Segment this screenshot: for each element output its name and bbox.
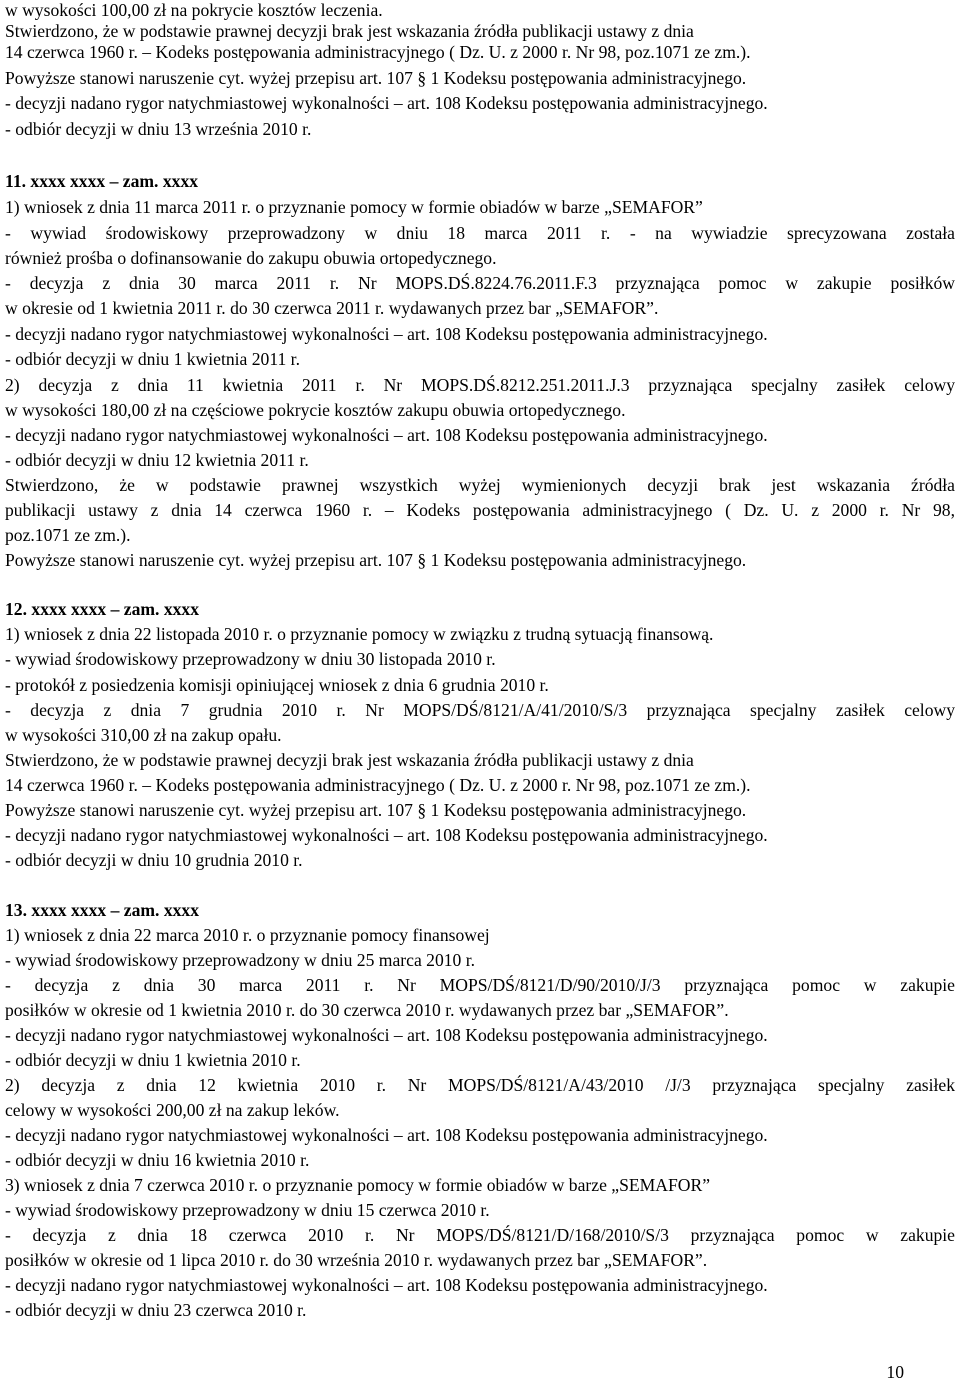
text-line: również prośba o dofinansowanie do zakupu obuwia ortopedycznego. bbox=[5, 248, 497, 268]
text-line: - decyzji nadano rygor natychmiastowej wykonalności – art. 108 Kodeksu postępowania administracyjnego. bbox=[5, 324, 768, 344]
text-line: Powyższe stanowi naruszenie cyt. wyżej przepisu art. 107 § 1 Kodeksu postępowania administracyjnego. bbox=[5, 68, 747, 88]
text-line: posiłków w okresie od 1 lipca 2010 r. do 30 września 2010 r. wydawanych przez bar „SEMAFOR”. bbox=[5, 1250, 708, 1270]
section-heading-13: 13. xxxx xxxx – zam. xxxx bbox=[5, 900, 200, 920]
text-line: - decyzji nadano rygor natychmiastowej wykonalności – art. 108 Kodeksu postępowania administracyjnego. bbox=[5, 93, 768, 113]
text-line: - wywiad środowiskowy przeprowadzony w dniu 15 czerwca 2010 r. bbox=[5, 1200, 490, 1220]
text-line: - odbiór decyzji w dniu 1 kwietnia 2011 r. bbox=[5, 349, 300, 369]
text-line: 1) wniosek z dnia 11 marca 2011 r. o przyznanie pomocy w formie obiadów w barze „SEMAFOR” bbox=[5, 197, 703, 217]
text-line: publikacji ustawy z dnia 14 czerwca 1960 r. – Kodeks postępowania administracyjnego ( Dz. U. z 2000 r. Nr 98, bbox=[5, 500, 955, 520]
text-line: Stwierdzono, że w podstawie prawnej decyzji brak jest wskazania źródła publikacji ustawy z dnia bbox=[5, 21, 694, 41]
text-line: - decyzja z dnia 18 czerwca 2010 r. Nr MOPS/DŚ/8121/D/168/2010/S/3 przyznająca pomoc w zakupie bbox=[5, 1225, 955, 1245]
section-heading-12: 12. xxxx xxxx – zam. xxxx bbox=[5, 599, 200, 619]
text-line: w wysokości 310,00 zł na zakup opału. bbox=[5, 725, 282, 745]
text-line: 3) wniosek z dnia 7 czerwca 2010 r. o przyznanie pomocy w formie obiadów w barze „SEMAFOR” bbox=[5, 1175, 711, 1195]
text-line: 2) decyzja z dnia 11 kwietnia 2011 r. Nr MOPS.DŚ.8212.251.2011.J.3 przyznająca specjalny zasiłek celowy bbox=[5, 375, 955, 395]
text-line: - odbiór decyzji w dniu 10 grudnia 2010 r. bbox=[5, 850, 303, 870]
text-line: - decyzji nadano rygor natychmiastowej wykonalności – art. 108 Kodeksu postępowania administracyjnego. bbox=[5, 1125, 768, 1145]
text-line: 14 czerwca 1960 r. – Kodeks postępowania administracyjnego ( Dz. U. z 2000 r. Nr 98, poz.1071 ze zm.). bbox=[5, 775, 751, 795]
text-line: 2) decyzja z dnia 12 kwietnia 2010 r. Nr MOPS/DŚ/8121/A/43/2010 /J/3 przyznająca specjalny zasiłek bbox=[5, 1075, 955, 1095]
text-line: - decyzja z dnia 30 marca 2011 r. Nr MOPS.DŚ.8224.76.2011.F.3 przyznająca pomoc w zakupie posiłków bbox=[5, 273, 955, 293]
section-heading-11: 11. xxxx xxxx – zam. xxxx bbox=[5, 171, 199, 191]
text-line: - decyzji nadano rygor natychmiastowej wykonalności – art. 108 Kodeksu postępowania administracyjnego. bbox=[5, 1025, 768, 1045]
text-line: 1) wniosek z dnia 22 listopada 2010 r. o przyznanie pomocy w związku z trudną sytuacją finansową. bbox=[5, 624, 714, 644]
text-line: - protokół z posiedzenia komisji opiniującej wniosek z dnia 6 grudnia 2010 r. bbox=[5, 675, 549, 695]
text-line: - wywiad środowiskowy przeprowadzony w dniu 25 marca 2010 r. bbox=[5, 950, 476, 970]
text-line: 14 czerwca 1960 r. – Kodeks postępowania administracyjnego ( Dz. U. z 2000 r. Nr 98, poz.1071 ze zm.). bbox=[5, 42, 751, 62]
text-line: 1) wniosek z dnia 22 marca 2010 r. o przyznanie pomocy finansowej bbox=[5, 925, 490, 945]
text-line: posiłków w okresie od 1 kwietnia 2010 r. do 30 czerwca 2010 r. wydawanych przez bar „SEMAFOR”. bbox=[5, 1000, 729, 1020]
text-line: Powyższe stanowi naruszenie cyt. wyżej przepisu art. 107 § 1 Kodeksu postępowania administracyjnego. bbox=[5, 550, 747, 570]
text-line: celowy w wysokości 200,00 zł na zakup leków. bbox=[5, 1100, 340, 1120]
text-line: - odbiór decyzji w dniu 1 kwietnia 2010 r. bbox=[5, 1050, 301, 1070]
text-line: - decyzja z dnia 7 grudnia 2010 r. Nr MOPS/DŚ/8121/A/41/2010/S/3 przyznająca specjalny zasiłek celowy bbox=[5, 700, 955, 720]
text-line: - odbiór decyzji w dniu 16 kwietnia 2010 r. bbox=[5, 1150, 310, 1170]
text-line: w okresie od 1 kwietnia 2011 r. do 30 czerwca 2011 r. wydawanych przez bar „SEMAFOR”. bbox=[5, 298, 659, 318]
text-line: - decyzja z dnia 30 marca 2011 r. Nr MOPS/DŚ/8121/D/90/2010/J/3 przyznająca pomoc w zakupie bbox=[5, 975, 955, 995]
text-line: - decyzji nadano rygor natychmiastowej wykonalności – art. 108 Kodeksu postępowania administracyjnego. bbox=[5, 1275, 768, 1295]
text-line: w wysokości 100,00 zł na pokrycie kosztów leczenia. bbox=[5, 0, 383, 20]
text-line: Stwierdzono, że w podstawie prawnej decyzji brak jest wskazania źródła publikacji ustawy z dnia bbox=[5, 750, 694, 770]
text-line: Powyższe stanowi naruszenie cyt. wyżej przepisu art. 107 § 1 Kodeksu postępowania administracyjnego. bbox=[5, 800, 747, 820]
text-line: - odbiór decyzji w dniu 13 września 2010 r. bbox=[5, 119, 312, 139]
text-line: poz.1071 ze zm.). bbox=[5, 525, 131, 545]
text-line: - wywiad środowiskowy przeprowadzony w dniu 30 listopada 2010 r. bbox=[5, 649, 496, 669]
text-line: - odbiór decyzji w dniu 12 kwietnia 2011 r. bbox=[5, 450, 309, 470]
text-line: - decyzji nadano rygor natychmiastowej wykonalności – art. 108 Kodeksu postępowania administracyjnego. bbox=[5, 425, 768, 445]
text-line: - decyzji nadano rygor natychmiastowej wykonalności – art. 108 Kodeksu postępowania administracyjnego. bbox=[5, 825, 768, 845]
text-line: - odbiór decyzji w dniu 23 czerwca 2010 r. bbox=[5, 1300, 307, 1320]
text-line: Stwierdzono, że w podstawie prawnej wszystkich wyżej wymienionych decyzji brak jest wskazania źródła bbox=[5, 475, 955, 495]
text-line: w wysokości 180,00 zł na częściowe pokrycie kosztów zakupu obuwia ortopedycznego. bbox=[5, 400, 626, 420]
text-line: - wywiad środowiskowy przeprowadzony w dniu 18 marca 2011 r. - na wywiadzie sprecyzowana została bbox=[5, 223, 955, 243]
page-number: 10 bbox=[886, 1362, 904, 1382]
